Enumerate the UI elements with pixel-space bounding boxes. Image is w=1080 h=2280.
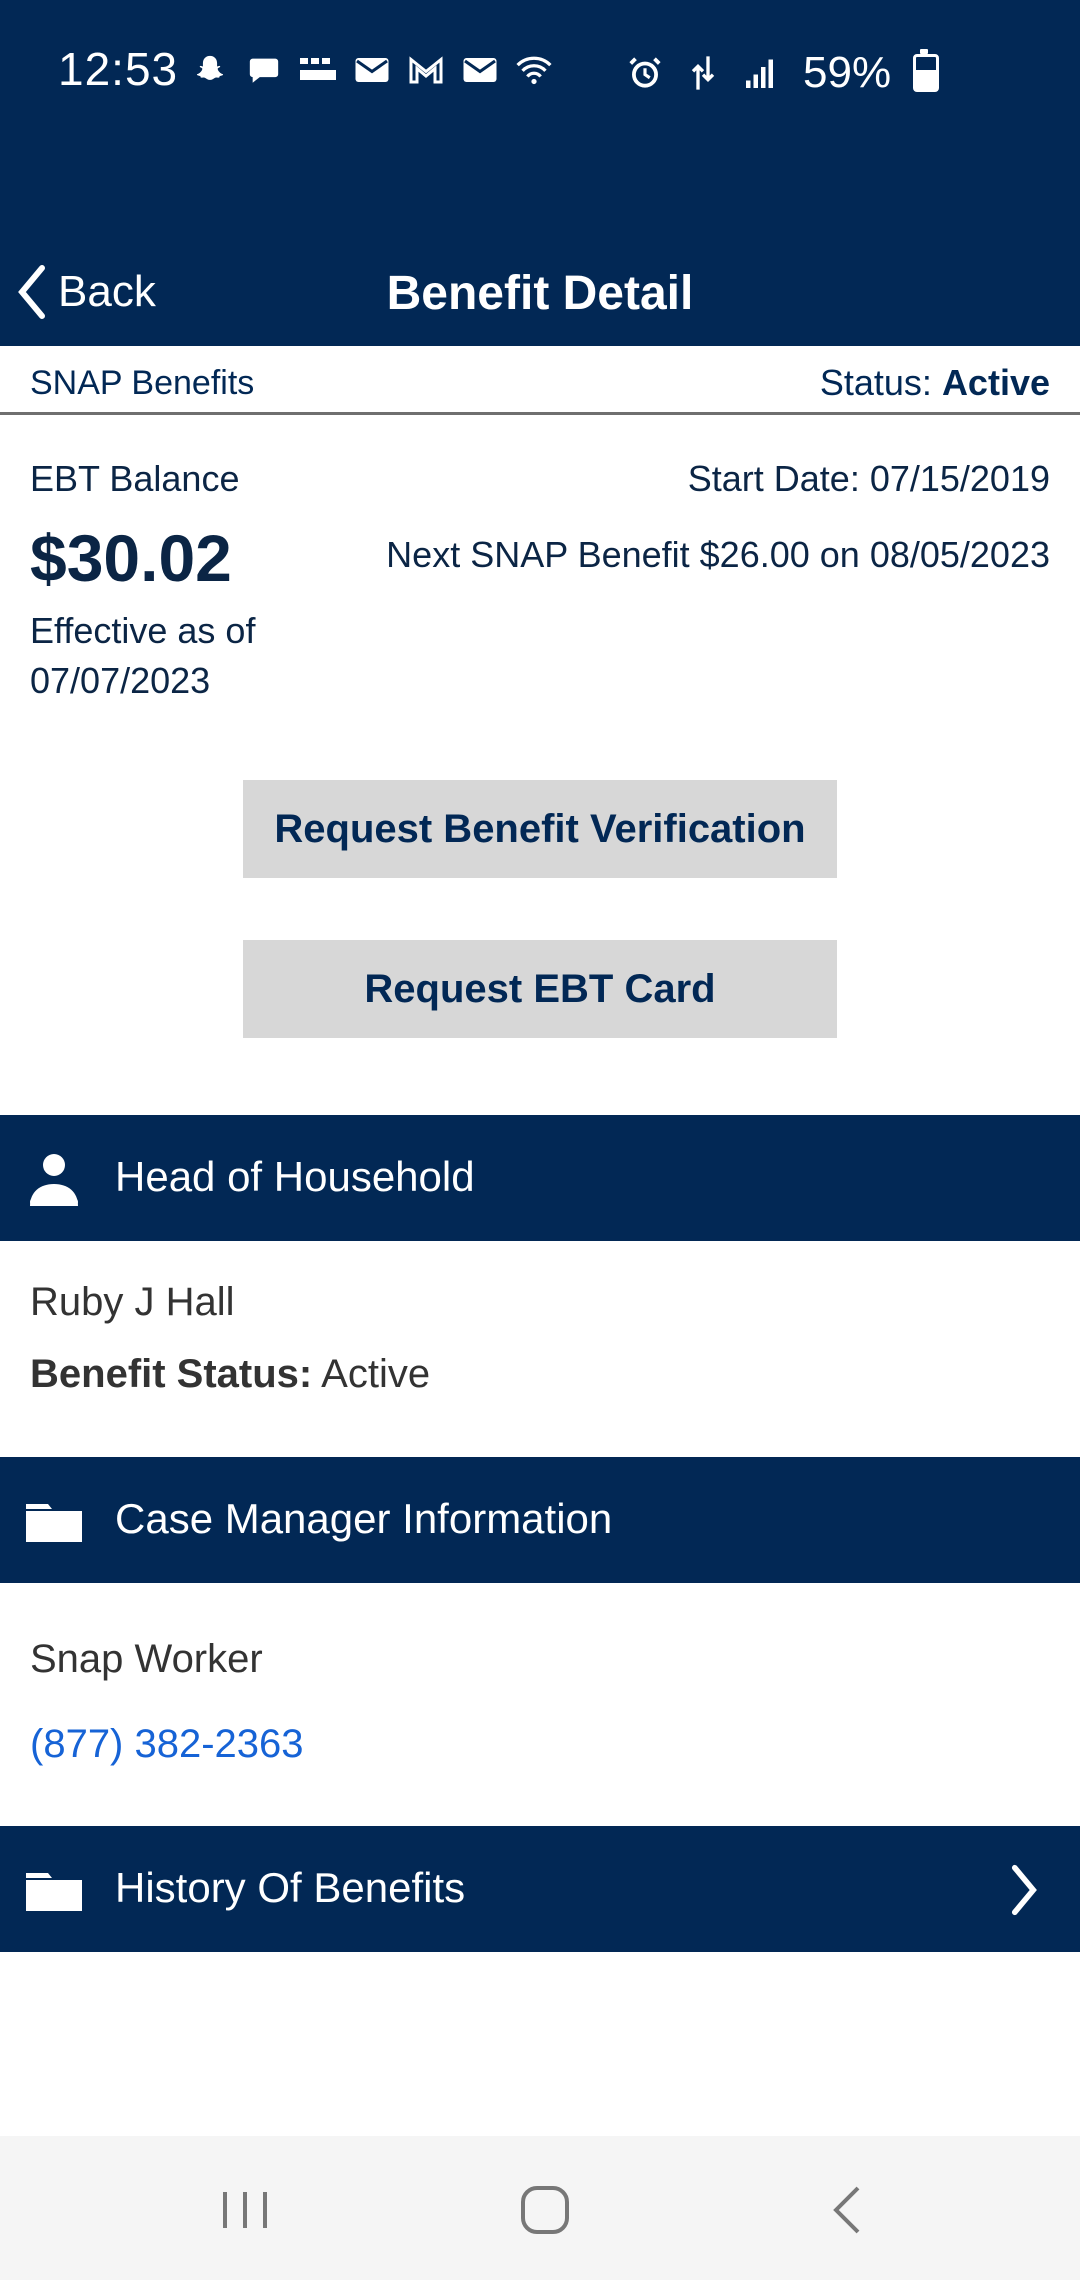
- folder-icon: [24, 1859, 84, 1919]
- folder-icon: [24, 1490, 84, 1550]
- home-button[interactable]: [515, 2180, 575, 2240]
- system-navigation-bar: [0, 2136, 1080, 2280]
- head-of-household-title: Head of Household: [115, 1153, 475, 1200]
- status-time: 12:53: [58, 43, 179, 95]
- back-label: Back: [58, 267, 156, 316]
- case-manager-title: Case Manager Information: [115, 1495, 613, 1542]
- benefit-summary-row: [0, 346, 1080, 415]
- household-benefit-status: [30, 1352, 430, 1397]
- signal-icon: [741, 53, 781, 93]
- snapchat-icon: [190, 50, 230, 90]
- battery-percent: 59%: [803, 48, 892, 97]
- status-bar: [0, 30, 1080, 110]
- request-ebt-card-button[interactable]: Request EBT Card: [243, 940, 837, 1038]
- page-title: Benefit Detail: [386, 267, 694, 320]
- benefit-status-label: Benefit Status:: [30, 1352, 313, 1396]
- household-member-name: Ruby J Hall: [30, 1280, 235, 1324]
- benefit-status: [820, 362, 1050, 404]
- temu-icon: [298, 50, 338, 90]
- notification-icons: [190, 50, 554, 90]
- history-of-benefits-title: History Of Benefits: [115, 1864, 466, 1911]
- gmail-icon: [406, 50, 446, 90]
- system-icons: [625, 48, 939, 98]
- benefit-name: SNAP Benefits: [30, 364, 255, 402]
- data-icon: [683, 53, 723, 93]
- chat-icon: [244, 50, 284, 90]
- ebt-balance-amount: $30.02: [30, 521, 232, 595]
- next-benefit: Next SNAP Benefit $26.00 on 08/05/2023: [386, 534, 1050, 575]
- recent-apps-button[interactable]: [215, 2180, 275, 2240]
- mail-icon: [352, 50, 392, 90]
- alarm-icon: [625, 53, 665, 93]
- start-date: Start Date: 07/15/2019: [687, 458, 1050, 499]
- mail-icon: [460, 50, 500, 90]
- app-header: [0, 0, 1080, 346]
- ebt-balance-label: EBT Balance: [30, 458, 240, 499]
- benefit-status-value: Active: [321, 1352, 431, 1396]
- person-icon: [24, 1148, 84, 1208]
- wifi-icon: [514, 50, 554, 90]
- chevron-right-icon: [1008, 1864, 1040, 1916]
- effective-date-value: 07/07/2023: [30, 660, 211, 701]
- nav-back-button[interactable]: [820, 2180, 880, 2240]
- request-benefit-verification-button[interactable]: Request Benefit Verification: [243, 780, 837, 878]
- effective-label: Effective as of: [30, 610, 256, 651]
- case-manager-name: Snap Worker: [30, 1637, 263, 1681]
- history-of-benefits-row[interactable]: [0, 1826, 1080, 1952]
- case-manager-header: [0, 1457, 1080, 1583]
- effective-date: [30, 606, 330, 706]
- status-value: Active: [941, 362, 1050, 403]
- head-of-household-header: [0, 1115, 1080, 1241]
- battery-icon: [913, 54, 939, 92]
- case-manager-phone-link[interactable]: (877) 382-2363: [30, 1722, 304, 1766]
- status-label: Status:: [819, 362, 932, 403]
